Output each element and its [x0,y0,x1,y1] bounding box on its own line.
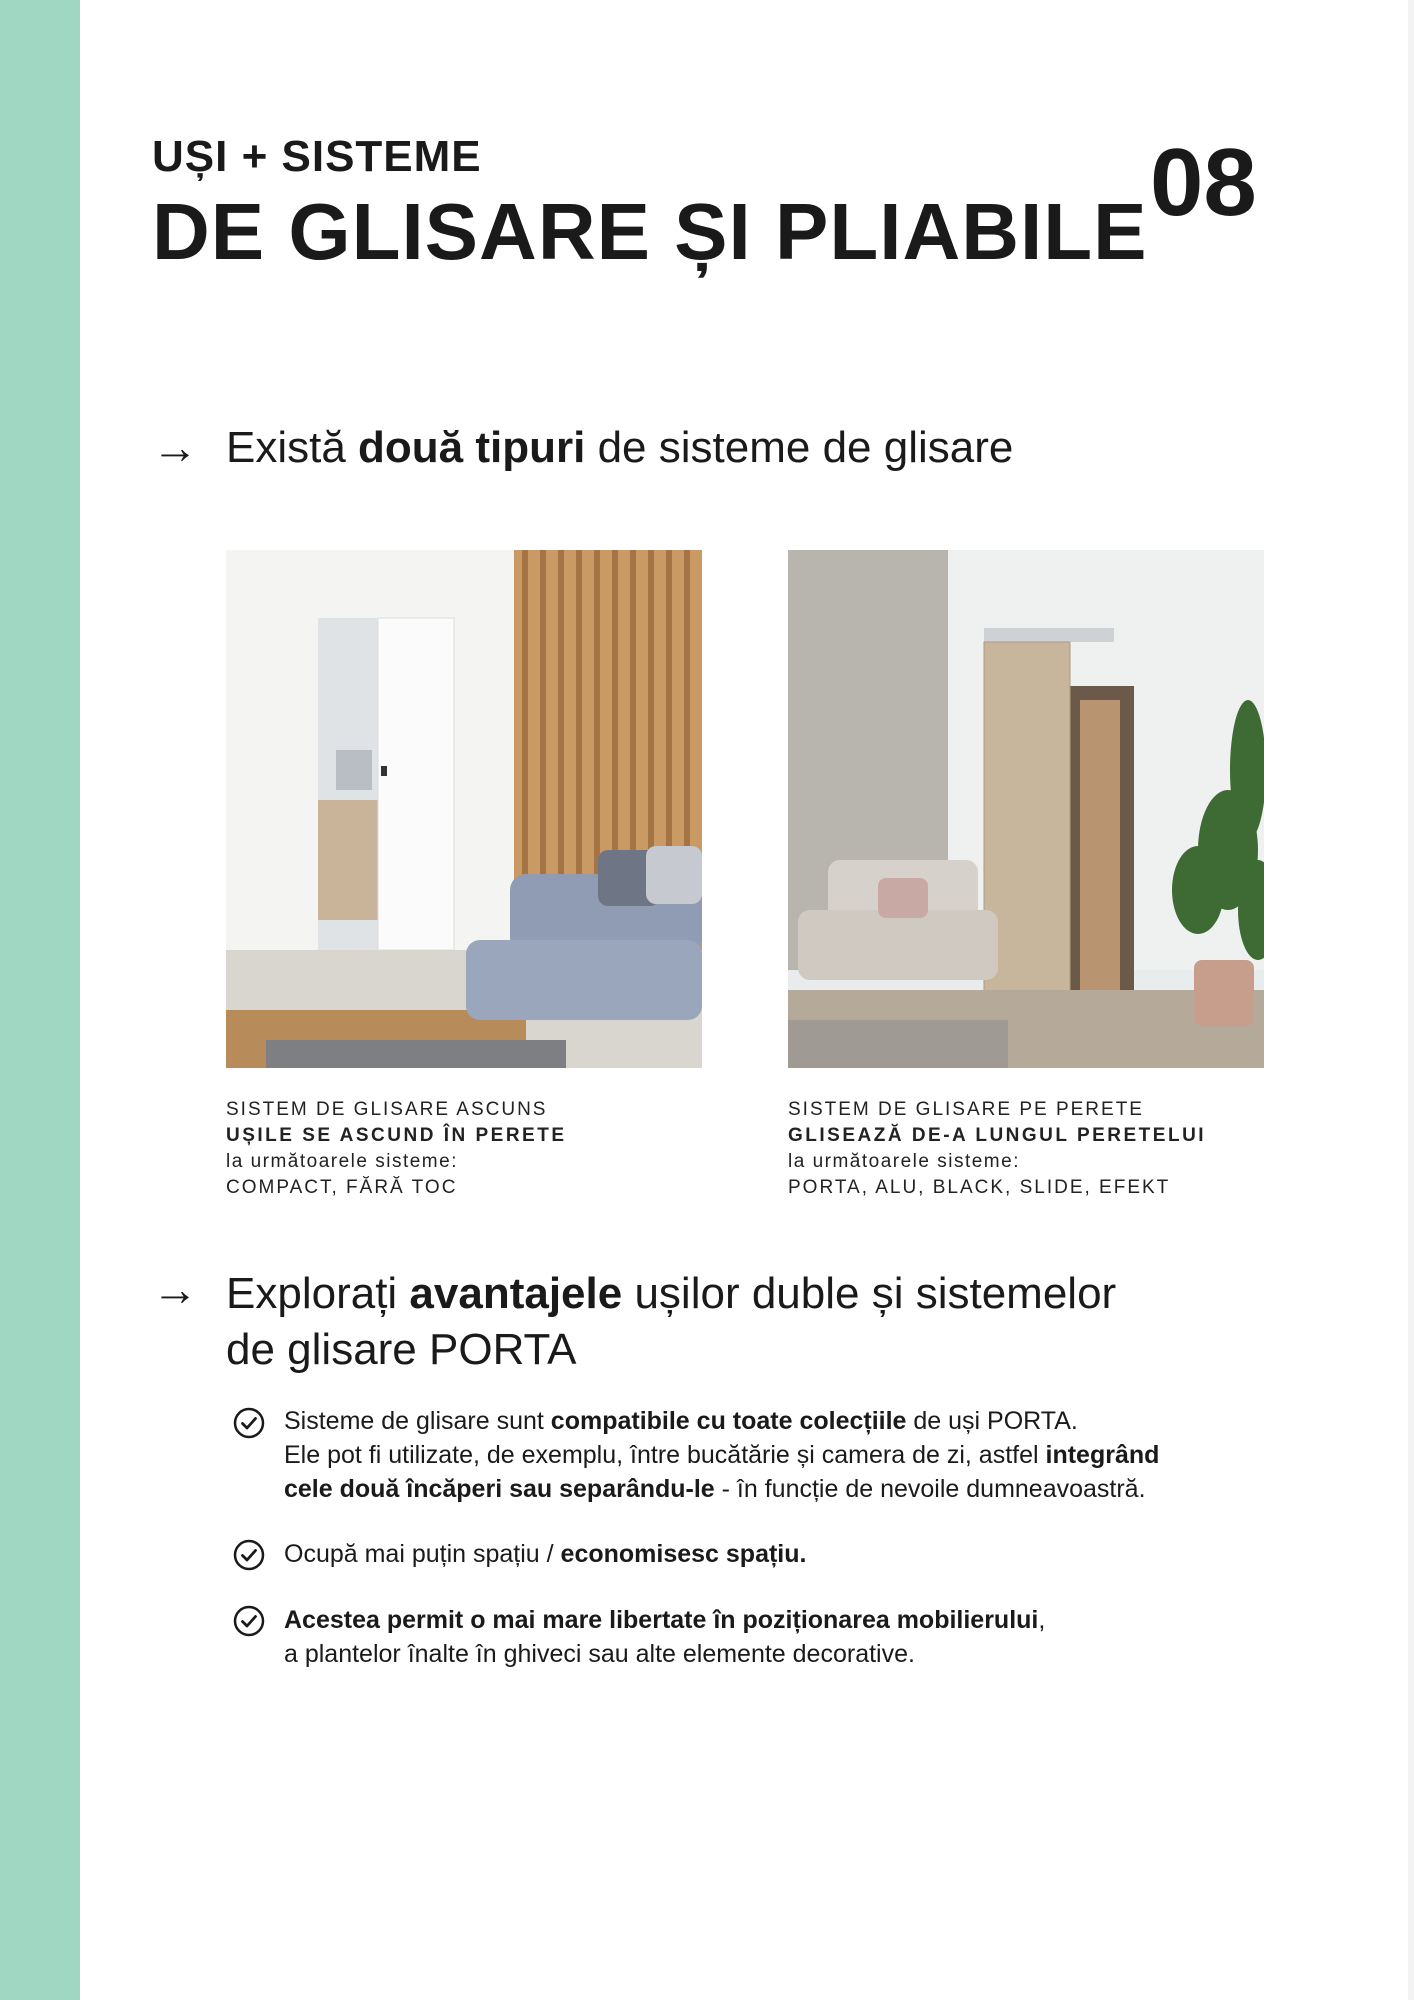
caption-sub: la următoarele sisteme: [788,1151,1020,1172]
section2-heading [226,1266,1116,1378]
benefit-item [284,1404,1159,1506]
page-edge [1408,0,1414,2000]
check-circle-icon [232,1538,266,1572]
benefit-text: Sisteme de glisare sunt [284,1407,551,1435]
section2-heading-post: ușilor duble și sistemelor [622,1269,1117,1318]
photo-wall-sliding-door [788,550,1264,1068]
arrow-right-icon: → [152,421,198,473]
benefit-item [284,1537,806,1571]
section1-heading [226,420,1013,476]
caption-sub: la următoarele sisteme: [226,1151,458,1172]
section2-heading-bold: avantajele [409,1269,623,1318]
photo-hidden-sliding-door [226,550,702,1068]
caption-list: COMPACT, FĂRĂ TOC [226,1177,458,1198]
section1-heading-bold: două tipuri [358,423,586,472]
caption-list: PORTA, ALU, BLACK, SLIDE, EFEKT [788,1177,1171,1198]
check-circle-icon [232,1604,266,1638]
section2-heading-pre: Explorați [226,1269,410,1318]
page-title: DE GLISARE ȘI PLIABILE [152,187,1148,276]
benefit-text: - în funcție de nevoile dumneavoastră. [714,1475,1146,1503]
section1-heading-pre: Există [226,423,359,472]
benefit-bold: cele două încăperi sau separându-le [284,1475,715,1503]
section2-heading-line2: de glisare PORTA [226,1325,577,1374]
caption-bold: GLISEAZĂ DE-A LUNGUL PERETELUI [788,1125,1207,1146]
benefit-bold: compatibile cu toate colecțiile [550,1407,907,1435]
benefit-bold: integrând [1045,1441,1160,1469]
benefit-text: a plantelor înalte în ghiveci sau alte elemente decorative. [284,1640,915,1668]
page-supertitle: UȘI + SISTEME [152,132,482,181]
caption-label: SISTEM DE GLISARE PE PERETE [788,1099,1144,1120]
page-number: 08 [1150,129,1257,236]
benefit-text: , [1038,1606,1046,1634]
benefit-bold: Acestea permit o mai mare libertate în poziționarea mobilierului [284,1606,1039,1634]
benefit-text: de uși PORTA. [906,1407,1078,1435]
benefit-bold: economisesc spațiu. [560,1540,807,1568]
benefit-text: Ocupă mai puțin spațiu / [284,1540,561,1568]
caption-bold: UȘILE SE ASCUND ÎN PERETE [226,1125,567,1146]
benefit-item [284,1603,1045,1671]
system-caption-wall [788,1097,1206,1201]
system-caption-hidden [226,1097,567,1201]
caption-label: SISTEM DE GLISARE ASCUNS [226,1099,548,1120]
side-accent-bar [0,0,80,2000]
arrow-right-icon: → [152,1263,198,1315]
section1-heading-post: de sisteme de glisare [585,423,1014,472]
benefit-text: Ele pot fi utilizate, de exemplu, între bucătărie și camera de zi, astfel [284,1441,1046,1469]
check-circle-icon [232,1406,266,1440]
